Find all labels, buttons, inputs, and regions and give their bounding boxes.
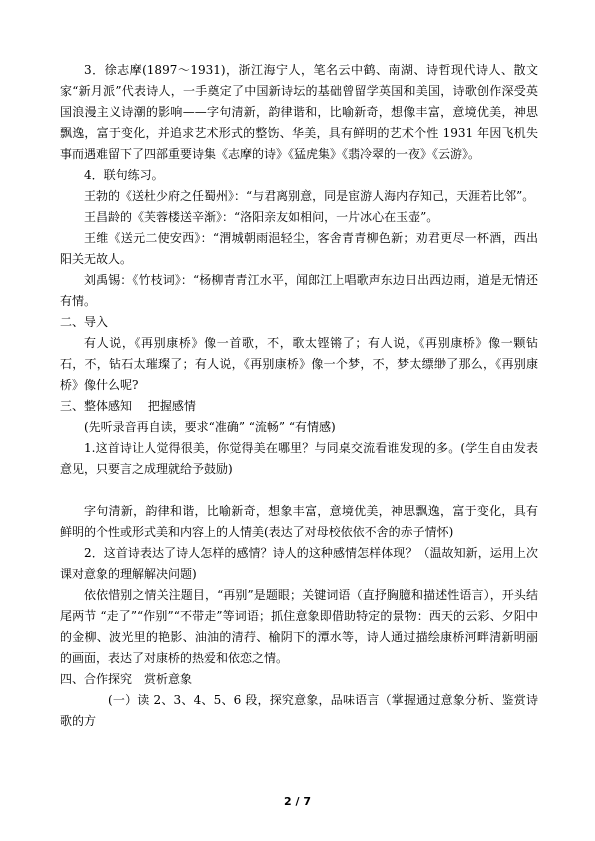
paragraph: 刘禹锡：《竹枝词》：“杨柳青青江水平，闻郎江上唱歌声东边日出西边雨，道是无情还有情。 [60, 273, 538, 308]
paragraph: 依依惜别之情关注题目，“再别”是题眼；关键词语（直抒胸臆和描述性语言），开头结尾两节 “走了”“作别”“不带走”等词语；抓住意象即借助特定的景物：西天的云彩、夕阳中的金柳、波光里的艳影、油油的清荇、榆阴下的潭水等，诗人通过描绘康桥河畔清新明丽的画面，表达了对康桥的热爱和依恋之情。 [60, 588, 538, 665]
paragraph: 2．这首诗表达了诗人怎样的感情？诗人的这种感情怎样体现？（温故知新，运用上次课对意象的理解解决问题) [60, 546, 538, 581]
paragraph: 1.这首诗让人觉得很美，你觉得美在哪里？与同桌交流看谁发现的多。(学生自由发表意见，只要言之成理就给予鼓励) [60, 441, 538, 476]
paragraph: 王维《送元二使安西》：“渭城朝雨浥轻尘，客舍青青柳色新；劝君更尽一杯酒，西出阳关无故人。 [60, 231, 538, 266]
paragraph: 字句清新，韵律和谐，比喻新奇，想象丰富，意境优美，神思飘逸，富于变化，具有鲜明的个性或形式美和内容上的人情美(表达了对母校依依不舍的赤子情怀) [60, 504, 538, 539]
blank-line [60, 480, 538, 501]
paragraph: 4．联句练习。 [84, 168, 164, 182]
paragraph: 二、导入 [60, 315, 109, 329]
paragraph: 王勃的《送杜少府之任蜀州》：“与君离别意，同是宦游人海内存知己，天涯若比邻”。 [84, 189, 535, 203]
paragraph: 王昌龄的《芙蓉楼送辛渐》：“洛阳亲友如相问，一片冰心在玉壶”。 [84, 210, 439, 224]
paragraph: 3．徐志摩(1897～1931)，浙江海宁人，笔名云中鹤、南湖、诗哲现代诗人、散文家“新月派”代表诗人，一手奠定了中国新诗坛的基础曾留学英国和美国，诗歌创作深受英国浪漫主义诗潮的影响——字句清新，韵律谐和，比喻新奇，想像丰富，意境优美，神思飘逸，富于变化，并追求艺术形式的整饬、华美，具有鲜明的艺术个性 1931 年因飞机失事而遇难留下了四部重要诗集《志摩的诗》《猛虎集》《翡冷翠的一夜》《云游》。 [60, 63, 538, 161]
page-body [60, 60, 538, 732]
paragraph: (一）读 2、3、4、5、6 段，探究意象，品味语言（掌握通过意象分析、鉴赏诗歌的方 [60, 693, 538, 728]
paragraph: 有人说，《再别康桥》像一首歌，不，歌太铿锵了；有人说，《再别康桥》像一颗钻石，不，钻石太璀璨了；有人说，《再别康桥》像一个梦，不，梦太缥缈了那么，《再别康桥》像什么呢? [60, 336, 538, 392]
page-number: 2 / 7 [284, 795, 311, 808]
paragraph: 三、整体感知 把握感情 [60, 399, 196, 413]
paragraph: (先听录音再自读，要求“准确” “流畅” “有情感) [84, 420, 336, 434]
paragraph: 四、合作探究 赏析意象 [60, 672, 193, 686]
